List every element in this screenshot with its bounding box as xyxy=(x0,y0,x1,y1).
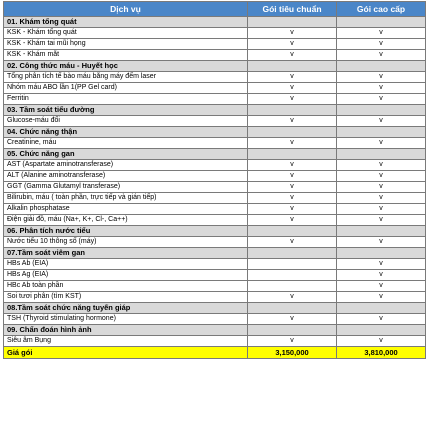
section-premium-cell xyxy=(337,17,426,28)
service-name: Creatinine, máu xyxy=(4,138,248,149)
section-premium-cell xyxy=(337,61,426,72)
premium-check: v xyxy=(337,116,426,127)
section-premium-cell xyxy=(337,248,426,259)
service-name: ALT (Alanine aminotransferase) xyxy=(4,171,248,182)
section-premium-cell xyxy=(337,325,426,336)
premium-check: v xyxy=(337,270,426,281)
standard-check: v xyxy=(248,292,337,303)
total-label: Giá gói xyxy=(4,347,248,359)
table-row xyxy=(4,270,426,281)
standard-check: v xyxy=(248,94,337,105)
premium-check: v xyxy=(337,314,426,325)
service-name: KSK - Khám mắt xyxy=(4,50,248,61)
section-premium-cell xyxy=(337,226,426,237)
standard-check: v xyxy=(248,72,337,83)
service-name: Alkalin phosphatase xyxy=(4,204,248,215)
service-name: KSK - Khám tổng quát xyxy=(4,28,248,39)
table-row xyxy=(4,138,426,149)
premium-check: v xyxy=(337,83,426,94)
service-name: Bilirubin, máu ( toàn phần, trực tiếp và gián tiếp) xyxy=(4,193,248,204)
section-title: 01. Khám tổng quát xyxy=(4,17,248,28)
table-row xyxy=(4,237,426,248)
premium-check: v xyxy=(337,281,426,292)
service-name: Siêu âm Bụng xyxy=(4,336,248,347)
service-name: HBc Ab toàn phần xyxy=(4,281,248,292)
service-name: TSH (Thyroid stimulating hormone) xyxy=(4,314,248,325)
service-name: Điện giải đồ, máu (Na+, K+, Cl-, Ca++) xyxy=(4,215,248,226)
premium-check: v xyxy=(337,160,426,171)
standard-check: v xyxy=(248,116,337,127)
service-name: Ferritin xyxy=(4,94,248,105)
standard-check: v xyxy=(248,182,337,193)
section-standard-cell xyxy=(248,149,337,160)
table-row xyxy=(4,83,426,94)
table-row xyxy=(4,171,426,182)
section-row xyxy=(4,149,426,160)
section-row xyxy=(4,248,426,259)
table-row xyxy=(4,193,426,204)
section-premium-cell xyxy=(337,303,426,314)
section-row xyxy=(4,17,426,28)
table-row xyxy=(4,50,426,61)
premium-check: v xyxy=(337,39,426,50)
service-name: Nhóm máu ABO lần 1(PP Gel card) xyxy=(4,83,248,94)
table-body xyxy=(4,17,426,347)
table-row xyxy=(4,160,426,171)
premium-check: v xyxy=(337,182,426,193)
table-row xyxy=(4,336,426,347)
header-service: Dịch vụ xyxy=(4,2,248,17)
service-name: KSK - Khám tai mũi họng xyxy=(4,39,248,50)
section-premium-cell xyxy=(337,105,426,116)
section-standard-cell xyxy=(248,105,337,116)
section-title: 04. Chức năng thận xyxy=(4,127,248,138)
premium-check: v xyxy=(337,50,426,61)
premium-check: v xyxy=(337,72,426,83)
service-name: GGT (Gamma Glutamyl transferase) xyxy=(4,182,248,193)
table-row xyxy=(4,39,426,50)
section-premium-cell xyxy=(337,149,426,160)
service-name: Soi tươi phân (tìm KST) xyxy=(4,292,248,303)
section-title: 09. Chẩn đoán hình ảnh xyxy=(4,325,248,336)
standard-check: v xyxy=(248,237,337,248)
standard-check: v xyxy=(248,83,337,94)
standard-check: v xyxy=(248,193,337,204)
header-standard: Gói tiêu chuẩn xyxy=(248,2,337,17)
section-row xyxy=(4,303,426,314)
total-premium-price: 3,810,000 xyxy=(337,347,426,359)
premium-check: v xyxy=(337,28,426,39)
premium-check: v xyxy=(337,259,426,270)
table-row xyxy=(4,215,426,226)
section-standard-cell xyxy=(248,127,337,138)
table-row xyxy=(4,94,426,105)
standard-check: v xyxy=(248,314,337,325)
table-row xyxy=(4,314,426,325)
standard-check xyxy=(248,259,337,270)
package-comparison-table xyxy=(3,1,426,359)
standard-check xyxy=(248,281,337,292)
section-row xyxy=(4,226,426,237)
premium-check: v xyxy=(337,94,426,105)
standard-check: v xyxy=(248,160,337,171)
header-row xyxy=(4,2,426,17)
premium-check: v xyxy=(337,193,426,204)
premium-check: v xyxy=(337,336,426,347)
table-row xyxy=(4,204,426,215)
service-name: Tổng phân tích tế bào máu bằng máy đếm laser xyxy=(4,72,248,83)
premium-check: v xyxy=(337,215,426,226)
section-standard-cell xyxy=(248,61,337,72)
table-row xyxy=(4,182,426,193)
premium-check: v xyxy=(337,171,426,182)
section-standard-cell xyxy=(248,303,337,314)
section-row xyxy=(4,61,426,72)
standard-check: v xyxy=(248,39,337,50)
header-premium: Gói cao cấp xyxy=(337,2,426,17)
section-title: 07.Tầm soát viêm gan xyxy=(4,248,248,259)
premium-check: v xyxy=(337,292,426,303)
section-standard-cell xyxy=(248,248,337,259)
standard-check: v xyxy=(248,138,337,149)
section-row xyxy=(4,127,426,138)
standard-check: v xyxy=(248,50,337,61)
standard-check: v xyxy=(248,171,337,182)
standard-check xyxy=(248,270,337,281)
standard-check: v xyxy=(248,204,337,215)
section-title: 02. Công thức máu - Huyết học xyxy=(4,61,248,72)
table-row xyxy=(4,259,426,270)
section-row xyxy=(4,325,426,336)
service-name: HBs Ag (EIA) xyxy=(4,270,248,281)
premium-check: v xyxy=(337,237,426,248)
table-row xyxy=(4,292,426,303)
standard-check: v xyxy=(248,336,337,347)
section-row xyxy=(4,105,426,116)
section-standard-cell xyxy=(248,226,337,237)
section-title: 03. Tầm soát tiểu đường xyxy=(4,105,248,116)
service-name: Glucose-máu đổi xyxy=(4,116,248,127)
table-row xyxy=(4,72,426,83)
section-standard-cell xyxy=(248,325,337,336)
section-title: 08.Tầm soát chức năng tuyến giáp xyxy=(4,303,248,314)
premium-check: v xyxy=(337,204,426,215)
premium-check: v xyxy=(337,138,426,149)
table-row xyxy=(4,28,426,39)
section-premium-cell xyxy=(337,127,426,138)
total-row xyxy=(4,347,426,359)
table-row xyxy=(4,116,426,127)
service-name: AST (Aspartate aminotransferase) xyxy=(4,160,248,171)
service-name: HBs Ab (EIA) xyxy=(4,259,248,270)
section-standard-cell xyxy=(248,17,337,28)
section-title: 05. Chức năng gan xyxy=(4,149,248,160)
section-title: 06. Phân tích nước tiểu xyxy=(4,226,248,237)
standard-check: v xyxy=(248,215,337,226)
table-row xyxy=(4,281,426,292)
standard-check: v xyxy=(248,28,337,39)
service-name: Nước tiểu 10 thông số (máy) xyxy=(4,237,248,248)
total-standard-price: 3,150,000 xyxy=(248,347,337,359)
